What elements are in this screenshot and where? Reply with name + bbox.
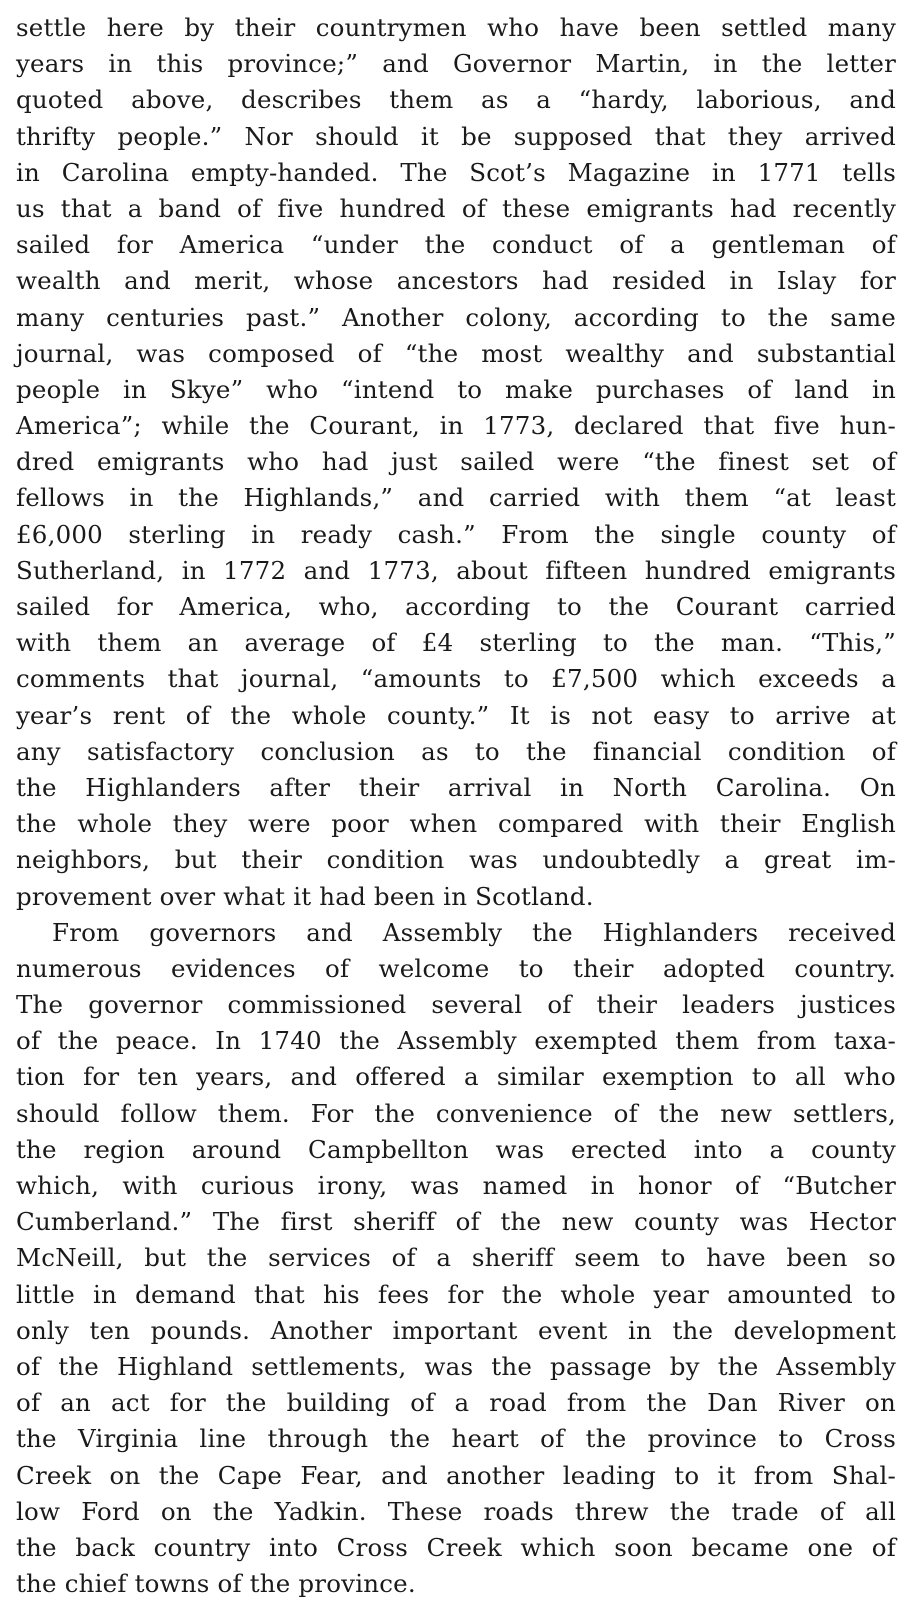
text-line: dred emigrants who had just sailed were “the finest set of xyxy=(16,447,896,477)
text-line: the region around Campbellton was erected into a county xyxy=(16,1134,896,1164)
text-line: with them an average of £4 sterling to the man. “This,” xyxy=(16,628,896,658)
text-line: wealth and merit, whose ancestors had resided in Islay for xyxy=(16,266,896,296)
text-line: many centuries past.” Another colony, according to the same xyxy=(16,302,896,332)
text-line: should follow them. For the convenience of the new settlers, xyxy=(16,1098,896,1128)
text-line: £6,000 sterling in ready cash.” From the single county of xyxy=(16,519,896,549)
text-line: numerous evidences of welcome to their adopted country. xyxy=(16,953,896,983)
text-line: The governor commissioned several of their leaders justices xyxy=(16,990,896,1020)
text-line: provement over what it had been in Scotland. xyxy=(16,881,594,911)
text-line: From governors and Assembly the Highlanders received xyxy=(52,917,896,947)
text-line: the whole they were poor when compared with their English xyxy=(16,809,896,839)
text-line: little in demand that his fees for the whole year amounted to xyxy=(16,1279,896,1309)
text-line: year’s rent of the whole county.” It is not easy to arrive at xyxy=(16,700,896,730)
text-line: America”; while the Courant, in 1773, declared that five hun- xyxy=(16,411,896,441)
paragraph-1 xyxy=(16,10,896,915)
text-line: in Carolina empty-handed. The Scot’s Magazine in 1771 tells xyxy=(16,157,896,187)
text-line: people in Skye” who “intend to make purchases of land in xyxy=(16,374,896,404)
text-line: the Highlanders after their arrival in North Carolina. On xyxy=(16,772,896,802)
text-line: of the peace. In 1740 the Assembly exempted them from taxa- xyxy=(16,1026,896,1056)
text-line: neighbors, but their condition was undoubtedly a great im- xyxy=(16,845,896,875)
book-page xyxy=(16,10,896,1602)
text-line: only ten pounds. Another important event in the development xyxy=(16,1315,896,1345)
text-line: of an act for the building of a road from the Dan River on xyxy=(16,1388,896,1418)
text-line: Creek on the Cape Fear, and another leading to it from Shal- xyxy=(16,1460,896,1490)
text-line: the Virginia line through the heart of the province to Cross xyxy=(16,1424,896,1454)
text-line: McNeill, but the services of a sheriff seem to have been so xyxy=(16,1243,896,1273)
text-line: Sutherland, in 1772 and 1773, about fifteen hundred emigrants xyxy=(16,555,896,585)
text-line: settle here by their countrymen who have been settled many xyxy=(16,13,896,42)
text-line: low Ford on the Yadkin. These roads threw the trade of all xyxy=(16,1496,896,1526)
text-line: sailed for America “under the conduct of a gentleman of xyxy=(16,230,896,260)
paragraph-2 xyxy=(16,915,896,1603)
text-line: any satisfactory conclusion as to the financial condition of xyxy=(16,736,896,766)
text-line: the chief towns of the province. xyxy=(16,1569,416,1599)
text-line: journal, was composed of “the most wealthy and substantial xyxy=(16,338,896,368)
text-line: us that a band of five hundred of these emigrants had recently xyxy=(16,193,896,223)
text-line: fellows in the Highlands,” and carried with them “at least xyxy=(16,483,896,513)
text-line: which, with curious irony, was named in honor of “Butcher xyxy=(16,1171,896,1200)
text-line: years in this province;” and Governor Martin, in the letter xyxy=(16,49,896,79)
text-line: of the Highland settlements, was the passage by the Assembly xyxy=(16,1351,896,1381)
text-line: Cumberland.” The first sheriff of the new county was Hector xyxy=(16,1207,896,1237)
text-line: thrifty people.” Nor should it be supposed that they arrived xyxy=(16,121,896,151)
text-line: comments that journal, “amounts to £7,500 which exceeds a xyxy=(16,664,896,694)
text-line: sailed for America, who, according to the Courant carried xyxy=(16,592,896,621)
text-line: tion for ten years, and offered a similar exemption to all who xyxy=(16,1062,896,1092)
text-line: the back country into Cross Creek which soon became one of xyxy=(16,1532,896,1562)
text-line: quoted above, describes them as a “hardy, laborious, and xyxy=(16,85,896,115)
